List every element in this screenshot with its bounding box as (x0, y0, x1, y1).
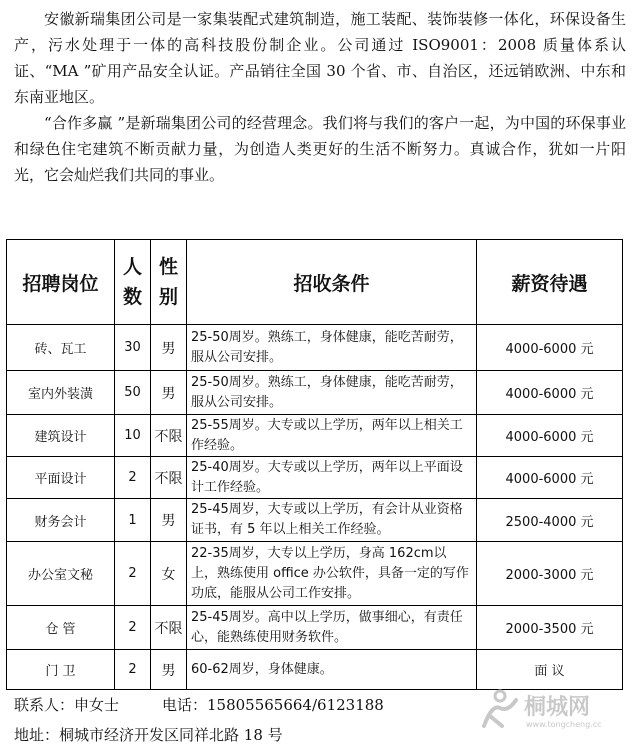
cell-salary: 2000-3000 元 (477, 542, 623, 606)
cell-position: 财务会计 (7, 499, 115, 542)
cell-requirements: 25-50周岁。熟练工，身体健康，能吃苦耐劳，服从公司安排。 (187, 371, 477, 415)
table-row (7, 457, 623, 499)
header-position: 招聘岗位 (7, 240, 115, 325)
contact-person: 联系人：申女士 (14, 696, 120, 714)
table-row (7, 415, 623, 457)
header-requirements: 招收条件 (187, 240, 477, 325)
cell-requirements: 25-55周岁。大专或以上学历，两年以上相关工作经验。 (187, 415, 477, 457)
cell-position: 办公室文秘 (7, 542, 115, 606)
company-intro (14, 6, 626, 188)
table-row (7, 542, 623, 606)
cell-gender: 男 (151, 499, 187, 542)
cell-count: 50 (115, 371, 151, 415)
intro-paragraph-2: “合作多赢 ”是新瑞集团公司的经营理念。我们将与我们的客户一起，为中国的环保事业和绿色住宅建筑不断贡献力量，为创造人类更好的生活不断努力。真诚合作，犹如一片阳光，它会灿烂我们共同的事业。 (14, 114, 626, 184)
cell-salary: 2000-3500 元 (477, 606, 623, 650)
cell-gender: 男 (151, 325, 187, 371)
table-row (7, 606, 623, 650)
contact-phone: 电话：15805565664/6123188 (162, 696, 384, 714)
cell-gender: 女 (151, 542, 187, 606)
cell-position: 门 卫 (7, 650, 115, 690)
cell-position: 建筑设计 (7, 415, 115, 457)
watermark-logo-icon (478, 686, 520, 730)
cell-count: 1 (115, 499, 151, 542)
cell-gender: 不限 (151, 415, 187, 457)
cell-gender: 男 (151, 650, 187, 690)
cell-gender: 男 (151, 371, 187, 415)
header-count: 人数 (115, 240, 151, 325)
table-row (7, 650, 623, 690)
cell-position: 室内外装潢 (7, 371, 115, 415)
contact-address: 地址：桐城市经济开发区同祥北路 18 号 (14, 726, 283, 744)
recruitment-table (6, 239, 623, 690)
table-header-row (7, 240, 623, 325)
site-watermark (478, 686, 628, 736)
cell-salary: 2500-4000 元 (477, 499, 623, 542)
table-row (7, 371, 623, 415)
cell-salary: 4000-6000 元 (477, 415, 623, 457)
cell-count: 10 (115, 415, 151, 457)
cell-count: 2 (115, 606, 151, 650)
table-row (7, 325, 623, 371)
cell-count: 2 (115, 457, 151, 499)
intro-paragraph-1: 安徽新瑞集团公司是一家集装配式建筑制造，施工装配、装饰装修一体化，环保设备生产，污水处理于一体的高科技股份制企业。公司通过 ISO9001：2008 质量体系认证、“MA ”矿用产品安全认证。产品销往全国 30 个省、市、自治区，还远销欧洲、中东和东南亚地区。 (14, 10, 626, 106)
cell-position: 平面设计 (7, 457, 115, 499)
cell-count: 2 (115, 650, 151, 690)
cell-gender: 不限 (151, 457, 187, 499)
header-gender: 性别 (151, 240, 187, 325)
cell-requirements: 25-40周岁。大专或以上学历，两年以上平面设计工作经验。 (187, 457, 477, 499)
header-salary: 薪资待遇 (477, 240, 623, 325)
cell-count: 30 (115, 325, 151, 371)
cell-salary: 4000-6000 元 (477, 325, 623, 371)
cell-requirements: 25-45周岁，大专或以上学历，有会计从业资格证书，有 5 年以上相关工作经验。 (187, 499, 477, 542)
cell-salary: 面 议 (477, 650, 623, 690)
watermark-url: www.tongcheng.cc (526, 720, 602, 729)
cell-requirements: 25-45周岁。高中以上学历，做事细心，有责任心，能熟练使用财务软件。 (187, 606, 477, 650)
cell-count: 2 (115, 542, 151, 606)
cell-requirements: 60-62周岁，身体健康。 (187, 650, 477, 690)
table-row (7, 499, 623, 542)
cell-salary: 4000-6000 元 (477, 457, 623, 499)
cell-requirements: 25-50周岁。熟练工，身体健康，能吃苦耐劳，服从公司安排。 (187, 325, 477, 371)
cell-position: 仓 管 (7, 606, 115, 650)
cell-requirements: 22-35周岁，大专以上学历，身高 162cm以上，熟练使用 office 办公软件，具备一定的写作功底，能服从公司工作安排。 (187, 542, 477, 606)
cell-gender: 不限 (151, 606, 187, 650)
cell-position: 砖、瓦工 (7, 325, 115, 371)
cell-salary: 4000-6000 元 (477, 371, 623, 415)
watermark-text: 桐城网 (524, 695, 591, 720)
